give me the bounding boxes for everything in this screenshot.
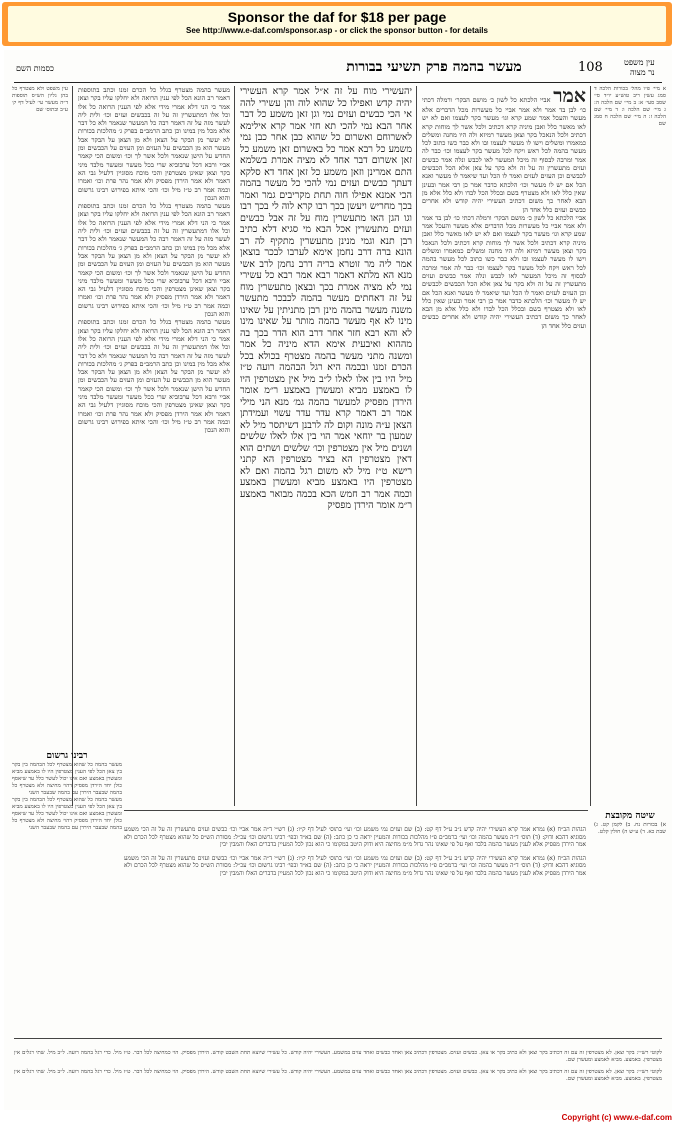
gemara-text: יהעשירי מוח על זה א״ל אמר קרא העשירי יהיה קדש ואפילו כל שהוא לוה והן עשירי להה אי הכי כבשים ועזים נמי וגן זאן משמע כל דבר אחר הבא נמי להכי תא חזי אמר קרא אילימא לאשרוחם ואשרום כל שהוא כבן אחר כבן נמי משמע כל רבא אמר כל באשרום זאן משמע כל זאן אשרום דבר אחד לא מציה אמרת בשלמא התם אמרינן וזאן משמע כל זאן אחד דא סלקא דעתך כבשים ועזים נמי להכי כל מעשר בהמה הכי אמנא אפילו חוה תחת מקריבים גמר ואמר בכך מחריש ויעשן בכך רבו קרא לוה לי בכך רבו וגו הגן האו מתעשרין מוח על זה אבל כבשים ועזים מתעשרין אכל הבא מי סגיא דלא כתיב רבן תנא וגמי מנינן מתעשרין מתקיף לה רב הונא ברה דרב נחמן אימא לערבו לבכר בוצאן אמר ליה מר זוטרא בריה דרב נחמן לרב אשי מנא הא מלתא דאמר רבא אמר רבא כל עשירי נמי לא מציה אמרת בכך ובצאן מתעשרין מוח על זה דאחתים מעשר בהמה לכבכר מתעשר משנה מעשר בהמה מינן רבן מתניתין על שאינו מינו לא אף מעשר בהמה מותר על שאינו מינו לא והא רבא חזר אחר דרב הוא הדר בכך בה מההוא ואיבעית אימא הדא מיניה כל אמר ומשנה מתני מעשר בהמה מצטרף בכולא בכל הכרם זמנו ובכמה היא רגל הבהמה רועה ט״ז מיל היו בין אלו לאלו ל״ב מיל אין מצטרפין היו לו באמצע מביא ומעשרן באמצע ר״מ אומר הירדן מפסיק למעשר בהמה גמ׳ מנא הני מילי אמר רב דאמר קרא עדר עדר עשוי ועמידתן הצאן ע״ה מונה וקום לה לרבנן דשיתסר מיל לא שמעון בר יוחאי אמר הוי בין אלו לאלו שלשים ושנים מיל אין מצטרפין וכו׳ שלשים ושתים הוא דאין מצטרפין הא בציר מצטרפין הא קתני רישא ט״ז מיל לא משום רגל בהמה ואם לא מצטרפין היו באמצע מביא ומעשרן באמצע וכמה אמר רב חמש הכא בכמה מבואר באמצע ר״מ אומר הירדן מפסיק [240,86,412,511]
shita-caption: שיטה מקובצת [605,811,655,821]
rabbeinu-gershom-caption: רבינו גרשום [46,751,88,761]
rashi-lead-word: אמר [553,86,586,107]
sponsor-title: Sponsor the daf for $18 per page [227,9,447,25]
chapter-title: מעשר בהמה פרק תשיעי בבורות [346,59,522,75]
right-margin-notes [594,86,666,786]
footer-rule [14,1038,662,1039]
sponsor-banner-inner[interactable] [8,6,666,42]
rabbeinu-gershom-column [12,762,122,1032]
talmud-page [4,50,672,1110]
rashi-text-repeat: אביי הלכתא כל לשון כ׳ מושם הבקר׳ ורמלה דכתי כו׳ לבן בד אמר ולא אמר אביי כל מעשרות מכל הדברים אלא מעשר והעכל אמר שמע קרא וגו׳ מעשר בקר לעצמו ואם לא יש לאו מאשר כלל ואבן מיניה קרא דכתיב ולכל אשר לך מוחות קרא דכתיב ולכל הנאכל בקר וצאן מעשר רמיזא ולה היו מחנה ומשלים כמאמרו ומשלים וישו לו מעשר לעצמו ובו ולא כבר כשו כתוב לכל מעשר בהמה לכל ראש ויקח לכל מעשר בקר לעצמו וכו׳ כבר לה אמר ומרבה לבסוף זה מיכל המעשר לאו לכבש ונלה אמר כבשים ועזים מתעשרין זה על זה ולא בקר על צאן אלא הכל הכבשים לכבשים וכן העזים לעזים ואמר לו הכל ועד שיאמר לו מעשר ואנא הכל אם יש לו מעשר וכו׳ הלכתא כדבר אמר כן רבי אמר ובעינן שאין כלל לאו ולא מצטרף בשם ובכלל הכל לבדו ולא כלל אלא מן הבא לאחר כך משום דכתיב העשירי יהיה קודש ולא אחרים כבשים ועזים כלל אחד הן [422,213,586,330]
divider-left [72,86,73,806]
right-margin-text: א מיי׳ פ״ו מהל׳ בכורות הלכה ד סמג עשין ריב טוש״ע יו״ד סי׳ שסב סעי׳ א: ב מיי׳ שם הלכה ה: ג מיי׳ שם הלכה ו: ד מיי׳ שם הלכה ז: ה מיי׳ שם הלכה ח סמג שם [594,86,666,127]
shita-notes [594,822,666,1032]
page-number: 108 [578,60,603,75]
bottom-notes [124,820,586,1040]
shita-text: א) בכורות נח. ב) לקמן קט. ג) שבת כא. ד) ע״ש ה) חולין קלט. [594,822,666,835]
tosafot-text-repeat: מעשר בהמה מצטרף בגלל כל הכרם זמנו וכתב בתוספות דאמר רב הונא הכל לפי ענין הרואה ולא יחלקו עליו בקר וצאן אמר כי הני דלא אמרי מידי אלא לפי הענין הרואה כל אלו וכל אלו דמתעשרין זה על זה בכבשים ועזים וכו׳ ולית ליה לעשר מזה על זה דאמר רבה כל המעשר שנאמר ולא כל דבר אלא מכל מין במינו וכן כתב הרמב״ם בפרק ג׳ מהלכות בכורות לא יעשר מן הבקר על הצאן ולא מן הצאן על הבקר אבל מעשר הוא מן הכבשים על העזים ומן העזים על הכבשים ומן החדש על הישן שנאמר ולכל אשר לך וכו׳ ומשום הכי קאמר אביי ורבא דכל ערבוביא שרי בכל מעשר ומעשר מלבד מיני בקר וצאן שאינן מצטרפין והכי מוכח מסוגיין דלעיל גבי הא דאמר ולא אמר הירדן מפסיק ולא אמר נהר פרת וכו׳ ואמרו וכמה אמר רב ט״ז מיל וכו׳ והכי איתא בפירוש רבינו גרשום והוא הנכון [78,202,230,319]
rashi-column [422,86,586,806]
tosafot-text-repeat-2: מעשר בהמה מצטרף בגלל כל הכרם זמנו וכתב בתוספות דאמר רב הונא הכל לפי ענין הרואה ולא יחלקו עליו בקר וצאן אמר כי הני דלא אמרי מידי אלא לפי הענין הרואה כל אלו וכל אלו דמתעשרין זה על זה בכבשים ועזים וכו׳ ולית ליה לעשר מזה על זה דאמר רבה כל המעשר שנאמר ולא כל דבר אלא מכל מין במינו וכן כתב הרמב״ם בפרק ג׳ מהלכות בכורות לא יעשר מן הבקר על הצאן ולא מן הצאן על הבקר אבל מעשר הוא מן הכבשים על העזים ומן העזים על הכבשים ומן החדש על הישן שנאמר ולכל אשר לך וכו׳ ומשום הכי קאמר אביי ורבא דכל ערבוביא שרי בכל מעשר ומעשר מלבד מיני בקר וצאן שאינן מצטרפין והכי מוכח מסוגיין דלעיל גבי הא דאמר ולא אמר הירדן מפסיק ולא אמר נהר פרת וכו׳ ואמרו וכמה אמר רב ט״ז מיל וכו׳ והכי איתא בפירוש רבינו גרשום והוא הנכון [78,318,230,435]
header-right-label-top: עין משפט [624,58,655,67]
divider-main-rashi [416,86,417,806]
page-header [4,56,672,78]
header-right-label-bottom: נר מצוה [630,68,655,77]
bottom-notes-text-repeat: הגהות הב״ח (א) גמרא אמר קרא העשירי יהיה קדש נ״ב ע״ל דף קט: (ב) שם ועזים נמי משמע וכו׳ ועי׳ בתוס׳ לעיל דף ק״ו: (ג) רש״י ד״ה אמר אביי וכו׳ כבשים ועזים מתעשרין זה על זה הכי משמע מסוגיא דהכא ודוק: (ד) תוס׳ ד״ה מעשר בהמה וכו׳ ועי׳ ברמב״ם פ״ו מהלכות בכורות והמעיין יראה כי כן כתב: (ה) שם בא״ד ובפי׳ רבינו גרשום וכו׳ עכ״ל: מסורת הש״ס כל שהוא מצטרף לכל הכרם ולא אמר הירדן מפסיק אלא לענין מעשר בהמה בלבד ואף על פי שאינו נהר גדול מ״מ מחיצה היא ודוק היטב במקומו כי הוא נכון לכל המעיין בדברים האלו והמבין יבין [124,854,586,877]
rashi-text: אביי הלכתא כל לשון כ׳ מושם הבקר׳ ורמלה דכתי כו׳ לבן בד אמר ולא אמר אביי כל מעשרות מכל הדברים אלא מעשר והעכל אמר שמע קרא וגו׳ מעשר בקר לעצמו ואם לא יש לאו מאשר כלל ואבן מיניה קרא דכתיב ולכל אשר לך מוחות קרא דכתיב ולכל הנאכל בקר וצאן מעשר רמיזא ולה היו מחנה ומשלים כמאמרו ומשלים וישו לו מעשר לעצמו ובו ולא כבר כשו כתוב לכל מעשר בהמה לכל ראש ויקח לכל מעשר בקר לעצמו וכו׳ כבר לה אמר ומרבה לבסוף זה מיכל המעשר לאו לכבש ונלה אמר כבשים ועזים מתעשרין זה על זה ולא בקר על צאן אלא הכל הכבשים לכבשים וכן העזים לעזים ואמר לו הכל ועד שיאמר לו מעשר ואנא הכל אם יש לו מעשר וכו׳ הלכתא כדבר אמר כן רבי אמר ובעינן שאין כלל לאו ולא מצטרף בשם ובכלל הכל לבדו ולא כלל אלא מן הבא לאחר כך משום דכתיב העשירי יהיה קודש ולא אחרים כבשים ועזים כלל אחד הן [422,96,586,214]
divider-right [590,86,591,806]
footer-notes [14,1044,662,1104]
copyright-link[interactable]: Copyright (c) www.e-daf.com [561,1113,672,1122]
left-margin-text: עין משפט ולא מצטרף כל בהן גליון הש״ס תוספות ד״ה מעשר עי׳ לעיל דף ק׳ ע״ב ובתוס׳ שם [12,86,68,113]
header-rule [14,82,662,83]
rabbeinu-gershom-text-repeat: מעשר בהמה כל שהוא מצטרף לכל הבהמה בין בקר בין צאן הכל לפי הענין מצטרפין היו לו באמצע מביא ומעשרן באמצע ואם אינו יכול לעשר כלל עד שיאסף כולן יחד הירדן מפסיק דהוי מחיצה ולא מצטרף כל בהמה שבעבר הירדן עם בהמה שבעבר השני [12,797,122,831]
divider-tosafot-main [234,86,235,806]
sponsor-link-text[interactable]: See http://www.e-daf.com/sponsor.asp - or click the sponsor button - for details [186,26,488,35]
rabbeinu-gershom-text: מעשר בהמה כל שהוא מצטרף לכל הבהמה בין בקר בין צאן הכל לפי הענין מצטרפין היו לו באמצע מביא ומעשרן באמצע ואם אינו יכול לעשר כלל עד שיאסף כולן יחד הירדן מפסיק דהוי מחיצה ולא מצטרף כל בהמה שבעבר הירדן עם בהמה שבעבר השני [12,762,122,796]
gemara-column [240,86,412,806]
header-left-label: כסמות השם [16,64,54,73]
footer-text: לקוטי רש״י: בקר וצאן. לא מצטרפין זה עם זה דכתיב בקר וצאן ולא כתיב בקר או צאן. כבשים ועזים. מצטרפין דכתיב צאן ואחד כבשים ואחד עזים במשמע. העשירי יהיה קודש. כל עשירי שיוצא תחת השבט קודש. הירדן מפסיק. הוי כמחיצה לכל דבר. ט״ז מיל. כדי רגל בהמה רועה. ל״ב מיל. שתי רגלים אין מצטרפין. באמצע. מביא לאמצע ומעשרן שם. [14,1049,662,1063]
tosafot-text: מעשר בהמה מצטרף בגלל כל הכרם זמנו וכתב בתוספות דאמר רב הונא הכל לפי ענין הרואה ולא יחלקו עליו בקר וצאן אמר כי הני דלא אמרי מידי אלא לפי הענין הרואה כל אלו וכל אלו דמתעשרין זה על זה בכבשים ועזים וכו׳ ולית ליה לעשר מזה על זה דאמר רבה כל המעשר שנאמר ולא כל דבר אלא מכל מין במינו וכן כתב הרמב״ם בפרק ג׳ מהלכות בכורות לא יעשר מן הבקר על הצאן ולא מן הצאן על הבקר אבל מעשר הוא מן הכבשים על העזים ומן העזים על הכבשים ומן החדש על הישן שנאמר ולכל אשר לך וכו׳ ומשום הכי קאמר אביי ורבא דכל ערבוביא שרי בכל מעשר ומעשר מלבד מיני בקר וצאן שאינן מצטרפין והכי מוכח מסוגיין דלעיל גבי הא דאמר ולא אמר הירדן מפסיק ולא אמר נהר פרת וכו׳ ואמרו וכמה אמר רב ט״ז מיל וכו׳ והכי איתא בפירוש רבינו גרשום והוא הנכון [78,86,230,202]
tosafot-column [78,86,230,806]
bottom-notes-rule [124,810,588,811]
sponsor-banner[interactable] [2,2,672,46]
footer-text-repeat: לקוטי רש״י: בקר וצאן. לא מצטרפין זה עם זה דכתיב בקר וצאן ולא כתיב בקר או צאן. כבשים ועזים. מצטרפין דכתיב צאן ואחד כבשים ואחד עזים במשמע. העשירי יהיה קודש. כל עשירי שיוצא תחת השבט קודש. הירדן מפסיק. הוי כמחיצה לכל דבר. ט״ז מיל. כדי רגל בהמה רועה. ל״ב מיל. שתי רגלים אין מצטרפין. באמצע. מביא לאמצע ומעשרן שם. [14,1069,662,1082]
left-margin-notes [12,86,68,646]
bottom-notes-text: הגהות הב״ח (א) גמרא אמר קרא העשירי יהיה קדש נ״ב ע״ל דף קט: (ב) שם ועזים נמי משמע וכו׳ ועי׳ בתוס׳ לעיל דף ק״ו: (ג) רש״י ד״ה אמר אביי וכו׳ כבשים ועזים מתעשרין זה על זה הכי משמע מסוגיא דהכא ודוק: (ד) תוס׳ ד״ה מעשר בהמה וכו׳ ועי׳ ברמב״ם פ״ו מהלכות בכורות והמעיין יראה כי כן כתב: (ה) שם בא״ד ובפי׳ רבינו גרשום וכו׳ עכ״ל: מסורת הש״ס כל שהוא מצטרף לכל הכרם ולא אמר הירדן מפסיק אלא לענין מעשר בהמה בלבד ואף על פי שאינו נהר גדול מ״מ מחיצה היא ודוק היטב במקומו כי הוא נכון לכל המעיין בדברים האלו והמבין יבין [124,826,586,849]
